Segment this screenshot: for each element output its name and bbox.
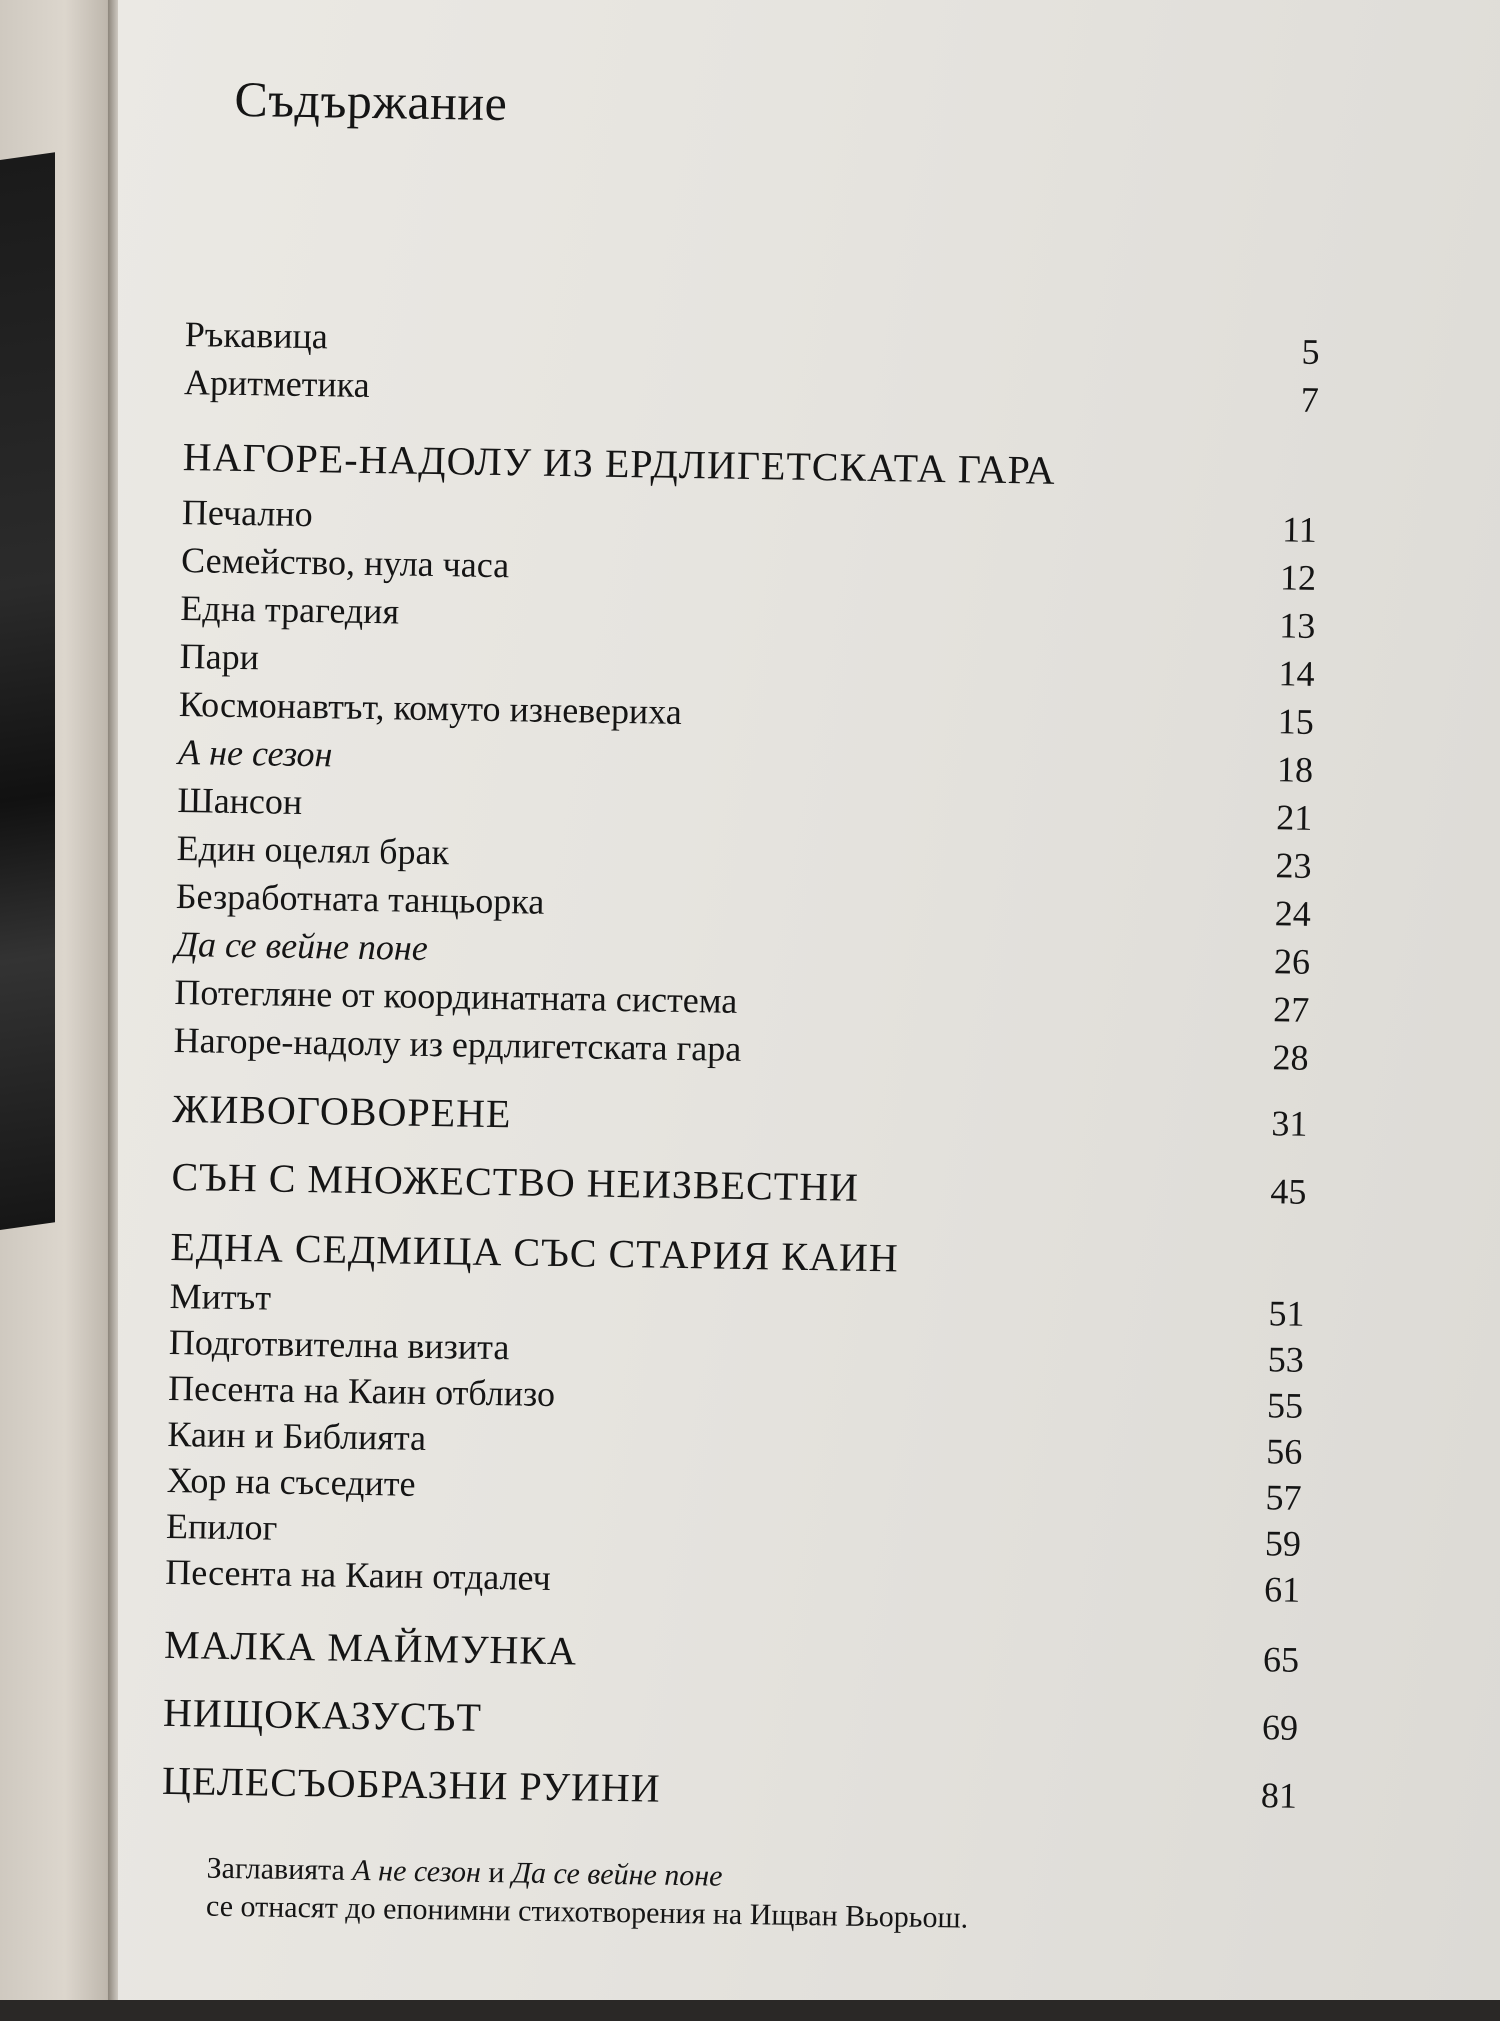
- toc-entry-page: 61: [1263, 1569, 1301, 1610]
- toc-entry-page: 13: [1279, 605, 1316, 646]
- toc-content: [87, 0, 1500, 2021]
- toc-entry-title: Епилог: [165, 1505, 278, 1548]
- left-page-photo: [0, 152, 55, 1230]
- toc-section: [182, 433, 1318, 501]
- toc-section: [172, 1085, 1308, 1153]
- toc-entry-page: 14: [1278, 653, 1315, 694]
- toc-entry-page: 12: [1279, 557, 1317, 598]
- footnote-title-1: А не сезон: [352, 1853, 482, 1889]
- toc-entry-page: 5: [1301, 331, 1320, 372]
- toc-entry-title: ЦЕЛЕСЪОБРАЗНИ РУИНИ: [161, 1757, 662, 1811]
- toc-entry-title: Космонавтът, комуто изневериха: [178, 684, 683, 732]
- toc-entry-title: Един оцелял брак: [176, 828, 450, 873]
- toc-entry-title: Ръкавица: [184, 314, 329, 357]
- footnote-joiner: и: [480, 1855, 513, 1890]
- toc-entry-page: 27: [1272, 989, 1310, 1030]
- toc-entry-title: Каин и Библията: [167, 1413, 427, 1459]
- footnote: [206, 1850, 969, 1938]
- toc-entry-title: Хор на съседите: [166, 1459, 416, 1504]
- toc-entry-page: 28: [1272, 1037, 1309, 1078]
- toc-entry-page: 18: [1276, 749, 1314, 790]
- toc-entry-title: Песента на Каин отблизо: [167, 1367, 556, 1415]
- toc-entry-page: 59: [1264, 1523, 1302, 1564]
- toc-entry-title: ЖИВОГОВОРЕНЕ: [172, 1085, 512, 1137]
- footnote-line-2: се отнасят до епонимни стихотворения на Ищван Вьорьош.: [205, 1889, 969, 1935]
- toc-entry-title: Нагоре-надолу из ердлигетската гара: [173, 1020, 742, 1069]
- toc-entry-title: Семейство, нула часа: [180, 540, 510, 586]
- toc-entry-title: Шансон: [177, 780, 303, 822]
- toc-entry-page: 24: [1274, 893, 1312, 934]
- toc-entry-page: 45: [1270, 1171, 1307, 1212]
- toc-entry-title: Безработната танцьорка: [175, 876, 545, 922]
- toc-entry-title: Пари: [179, 636, 260, 678]
- toc-entry-title: Подготвителна визита: [168, 1321, 510, 1368]
- toc-entry-title: А не сезон: [177, 732, 333, 775]
- toc-entry-page: 51: [1268, 1293, 1305, 1334]
- toc-entry-page: 55: [1266, 1385, 1304, 1426]
- toc-entry-page: 65: [1262, 1639, 1300, 1680]
- toc-entry-title: ЕДНА СЕДМИЦА СЪС СТАРИЯ КАИН: [170, 1223, 900, 1281]
- toc-section: [171, 1153, 1307, 1221]
- toc-entry-title: СЪН С МНОЖЕСТВО НЕИЗВЕСТНИ: [171, 1153, 860, 1210]
- toc-section: [162, 1757, 1298, 1825]
- toc-entry-page: 23: [1275, 845, 1312, 886]
- toc-page: [118, 0, 1500, 2000]
- toc-entry-title: НИЩОКАЗУСЪТ: [162, 1689, 483, 1740]
- toc-entry-title: НАГОРЕ-НАДОЛУ ИЗ ЕРДЛИГЕТСКАТА ГАРА: [182, 434, 1056, 493]
- toc-entry-title: Митът: [169, 1275, 272, 1318]
- toc-section: [164, 1621, 1300, 1689]
- toc-section: [163, 1689, 1299, 1757]
- toc-entry-page: 31: [1271, 1103, 1308, 1144]
- footnote-prefix: Заглавията: [206, 1851, 353, 1887]
- toc-entry-page: 15: [1277, 701, 1315, 742]
- toc-entry-page: 81: [1260, 1775, 1298, 1816]
- toc-entry-page: 69: [1261, 1707, 1299, 1748]
- toc-entry-title: Печално: [181, 492, 313, 535]
- page-title: Съдържание: [234, 70, 508, 132]
- toc-entry-title: Аритметика: [183, 362, 370, 405]
- toc-entry-page: 57: [1265, 1477, 1302, 1518]
- toc-entry-page: 53: [1267, 1339, 1305, 1380]
- toc-entry-title: Една трагедия: [180, 588, 400, 632]
- toc-entry-page: 11: [1281, 509, 1318, 550]
- toc-entry-page: 21: [1275, 797, 1313, 838]
- toc-entry-title: Потегляне от координатната система: [174, 972, 738, 1021]
- toc-entry-page: 26: [1273, 941, 1311, 982]
- toc-entry-title: Песента на Каин отдалеч: [165, 1551, 552, 1598]
- footnote-title-2: Да се вейне поне: [511, 1856, 723, 1893]
- toc-entry-title: Да се вейне поне: [174, 924, 429, 968]
- toc-entry-title: МАЛКА МАЙМУНКА: [163, 1621, 578, 1674]
- toc-entry-page: 7: [1300, 379, 1320, 420]
- toc-entry-page: 56: [1266, 1431, 1303, 1472]
